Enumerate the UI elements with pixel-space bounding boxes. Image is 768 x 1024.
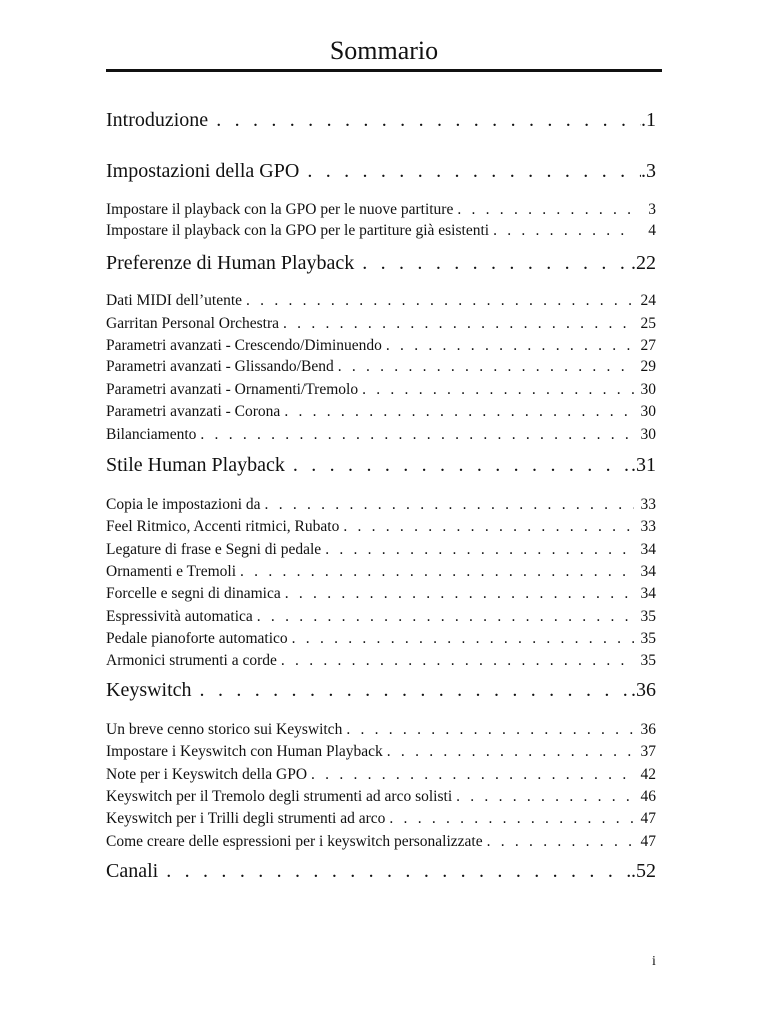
- toc-entry-label: Parametri avanzati - Glissando/Bend: [106, 358, 334, 375]
- dot-leader: [385, 809, 634, 829]
- toc-entry-page: 36: [640, 721, 656, 738]
- toc-subsection-entry[interactable]: [106, 402, 656, 422]
- toc-entry-page: 25: [640, 315, 656, 332]
- toc-entry-label: Parametri avanzati - Crescendo/Diminuendo: [106, 337, 382, 354]
- toc-entry-page: 35: [640, 630, 656, 647]
- toc-entry-page: 3: [648, 201, 656, 218]
- dot-leader: [253, 607, 634, 627]
- dot-leader: [299, 158, 641, 184]
- toc-entry-page: 33: [640, 518, 656, 535]
- toc-subsection-entry[interactable]: [106, 495, 656, 515]
- toc-entry-page: 30: [640, 403, 656, 420]
- toc-entry-page: 29: [640, 358, 656, 375]
- toc-entry-label: Pedale pianoforte automatico: [106, 630, 288, 647]
- toc-entry-label: Legature di frase e Segni di pedale: [106, 541, 322, 558]
- toc-subsection-entry[interactable]: [106, 200, 656, 220]
- toc-entry-label: Forcelle e segni di dinamica: [106, 585, 281, 602]
- toc-entry-page: 34: [640, 585, 656, 602]
- toc-section-entry[interactable]: [106, 107, 656, 133]
- toc-subsection-entry[interactable]: [106, 425, 656, 445]
- toc-subsection-entry[interactable]: [106, 221, 656, 241]
- toc-entry-label: Keyswitch: [106, 679, 192, 701]
- dot-leader: [383, 742, 634, 762]
- toc-entry-page: 30: [640, 381, 656, 398]
- dot-leader: [242, 291, 634, 311]
- toc-subsection-entry[interactable]: [106, 629, 656, 649]
- dot-leader: [321, 540, 634, 560]
- toc-entry-label: Parametri avanzati - Corona: [106, 403, 281, 420]
- toc-entry-page: 34: [640, 541, 656, 558]
- dot-leader: [158, 858, 631, 884]
- dot-leader: [196, 425, 634, 445]
- toc-entry-page: .52: [631, 860, 656, 882]
- page-number: i: [652, 954, 656, 969]
- title-rule: [106, 69, 662, 72]
- dot-leader: [334, 357, 634, 377]
- toc-entry-page: .3: [641, 160, 656, 182]
- toc-subsection-entry[interactable]: [106, 651, 656, 671]
- toc-subsection-entry[interactable]: [106, 607, 656, 627]
- toc-entry-label: Copia le impostazioni da: [106, 496, 261, 513]
- toc-subsection-entry[interactable]: [106, 291, 656, 311]
- dot-leader: [483, 832, 634, 852]
- toc-subsection-entry[interactable]: [106, 832, 656, 852]
- toc-entry-label: Armonici strumenti a corde: [106, 652, 277, 669]
- dot-leader: [277, 651, 634, 671]
- dot-leader: [339, 517, 634, 537]
- dot-leader: [208, 107, 641, 133]
- toc-subsection-entry[interactable]: [106, 314, 656, 334]
- toc-entry-label: Come creare delle espressioni per i keyswitch personalizzate: [106, 833, 483, 850]
- toc-subsection-entry[interactable]: [106, 765, 656, 785]
- toc-entry-page: .1: [641, 109, 656, 131]
- dot-leader: [281, 584, 634, 604]
- toc-entry-page: 30: [640, 426, 656, 443]
- toc-entry-label: Dati MIDI dell’utente: [106, 292, 243, 309]
- dot-leader: [342, 720, 634, 740]
- toc-entry-page: 33: [640, 496, 656, 513]
- toc-entry-label: Feel Ritmico, Accenti ritmici, Rubato: [106, 518, 340, 535]
- toc-entry-page: 4: [648, 222, 656, 239]
- toc-section-entry[interactable]: [106, 677, 656, 703]
- toc-subsection-entry[interactable]: [106, 584, 656, 604]
- toc-entry-label: Impostare i Keyswitch con Human Playback: [106, 743, 383, 760]
- dot-leader: [285, 452, 631, 478]
- toc-entry-label: Impostare il playback con la GPO per le nuove partiture: [106, 201, 454, 218]
- toc-entry-page: .36: [631, 679, 656, 701]
- toc-subsection-entry[interactable]: [106, 562, 656, 582]
- toc-entry-label: Stile Human Playback: [106, 454, 285, 476]
- toc-entry-label: Preferenze di Human Playback: [106, 252, 355, 274]
- toc-entry-label: Keyswitch per il Tremolo degli strumenti ad arco solisti: [106, 788, 453, 805]
- toc-entry-page: 37: [640, 743, 656, 760]
- toc-entry-page: 35: [640, 652, 656, 669]
- toc-subsection-entry[interactable]: [106, 787, 656, 807]
- toc-entry-label: Un breve cenno storico sui Keyswitch: [106, 721, 343, 738]
- dot-leader: [280, 402, 634, 422]
- dot-leader: [261, 495, 634, 515]
- toc-entry-label: Espressività automatica: [106, 608, 253, 625]
- toc-entry-label: Keyswitch per i Trilli degli strumenti ad arco: [106, 810, 386, 827]
- toc-entry-label: Bilanciamento: [106, 426, 197, 443]
- dot-leader: [192, 677, 631, 703]
- toc-entry-label: Canali: [106, 860, 159, 882]
- toc-section-entry[interactable]: [106, 452, 656, 478]
- dot-leader: [288, 629, 634, 649]
- toc-subsection-entry[interactable]: [106, 357, 656, 377]
- toc-entry-page: 47: [640, 810, 656, 827]
- toc-subsection-entry[interactable]: [106, 517, 656, 537]
- toc-entry-label: Ornamenti e Tremoli: [106, 563, 237, 580]
- dot-leader: [489, 221, 634, 241]
- toc-subsection-entry[interactable]: [106, 540, 656, 560]
- toc-entry-label: Parametri avanzati - Ornamenti/Tremolo: [106, 381, 359, 398]
- dot-leader: [236, 562, 634, 582]
- toc-section-entry[interactable]: [106, 158, 656, 184]
- dot-leader: [307, 765, 634, 785]
- dot-leader: [452, 787, 634, 807]
- toc-subsection-entry[interactable]: [106, 380, 656, 400]
- dot-leader: [358, 380, 634, 400]
- toc-entry-page: 42: [640, 766, 656, 783]
- toc-entry-page: 34: [640, 563, 656, 580]
- toc-subsection-entry[interactable]: [106, 742, 656, 762]
- dot-leader: [354, 250, 631, 276]
- toc-entry-page: 27: [640, 337, 656, 354]
- toc-subsection-entry[interactable]: [106, 336, 656, 356]
- toc-entry-page: 47: [640, 833, 656, 850]
- toc-entry-label: Note per i Keyswitch della GPO: [106, 766, 308, 783]
- toc-section-entry[interactable]: [106, 858, 656, 884]
- toc-entry-label: Garritan Personal Orchestra: [106, 315, 280, 332]
- page-title: Sommario: [329, 36, 439, 65]
- toc-subsection-entry[interactable]: [106, 720, 656, 740]
- toc-entry-label: Impostare il playback con la GPO per le partiture già esistenti: [106, 222, 490, 239]
- toc-subsection-entry[interactable]: [106, 809, 656, 829]
- dot-leader: [382, 336, 634, 356]
- toc-entry-page: 46: [640, 788, 656, 805]
- toc-section-entry[interactable]: [106, 250, 656, 276]
- toc-entry-page: .31: [631, 454, 656, 476]
- dot-leader: [279, 314, 634, 334]
- toc-entry-page: 24: [640, 292, 656, 309]
- toc-entry-page: 35: [640, 608, 656, 625]
- toc-entry-label: Impostazioni della GPO: [106, 160, 300, 182]
- dot-leader: [453, 200, 634, 220]
- toc-entry-label: Introduzione: [106, 109, 209, 131]
- toc-entry-page: .22: [631, 252, 656, 274]
